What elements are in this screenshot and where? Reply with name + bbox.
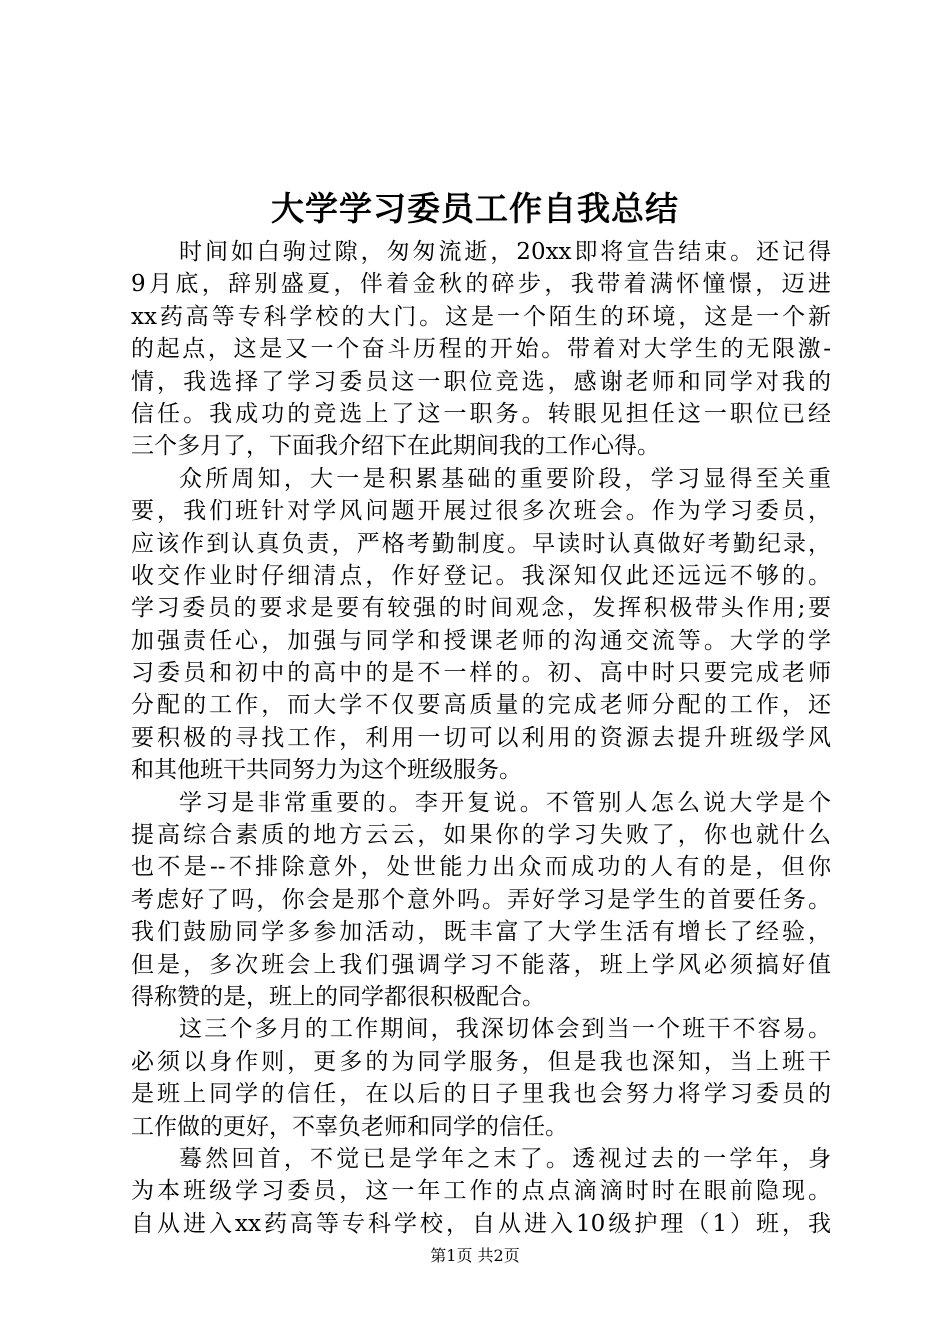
text-line: 收交作业时仔细清点，作好登记。我深知仅此还远远不够的。 xyxy=(131,562,831,589)
text-line: 工作做的更好，不辜负老师和同学的信任。 xyxy=(131,1113,568,1140)
text-line: 这三个多月的工作期间，我深切体会到当一个班干不容易。 xyxy=(179,1016,831,1043)
text-line: 加强责任心，加强与同学和授课老师的沟通交流等。大学的学 xyxy=(131,627,831,654)
text-line: 和其他班干共同努力为这个班级服务。 xyxy=(131,757,522,784)
text-line: 的起点，这是又一个奋斗历程的开始。带着对大学生的无限激- xyxy=(131,336,831,363)
text-line: 自从进入xx药高等专科学校，自从进入10级护理（1）班，我 xyxy=(131,1210,831,1237)
text-line: 学习是非常重要的。李开复说。不管别人怎么说大学是个 xyxy=(179,789,831,816)
page-footer: 第1页 共2页 xyxy=(430,1246,520,1265)
text-line: 情，我选择了学习委员这一职位竞选，感谢老师和同学对我的 xyxy=(131,368,831,395)
text-line: 考虑好了吗，你会是那个意外吗。弄好学习是学生的首要任务。 xyxy=(131,886,831,913)
text-line: 三个多月了，下面我介绍下在此期间我的工作心得。 xyxy=(131,433,660,460)
text-line: 提高综合素质的地方云云，如果你的学习失败了，你也就什么 xyxy=(131,822,831,849)
text-line: 学习委员的要求是要有较强的时间观念，发挥积极带头作用;要 xyxy=(131,595,831,622)
text-line: 得称赞的是，班上的同学都很积极配合。 xyxy=(131,983,545,1010)
text-line: 众所周知，大一是积累基础的重要阶段，学习显得至关重 xyxy=(179,465,831,492)
text-line: 要，我们班针对学风问题开展过很多次班会。作为学习委员， xyxy=(131,498,831,525)
body-text xyxy=(131,236,831,1240)
text-line: 是班上同学的信任，在以后的日子里我也会努力将学习委员的 xyxy=(131,1081,831,1108)
text-line: 也不是--不排除意外，处世能力出众而成功的人有的是，但你 xyxy=(131,854,831,881)
text-line: 时间如白驹过隙，匆匆流逝，20xx即将宣告结束。还记得 xyxy=(179,239,831,265)
text-line: 蓦然回首，不觉已是学年之末了。透视过去的一学年，身 xyxy=(179,1145,831,1172)
text-line: 应该作到认真负责，严格考勤制度。早读时认真做好考勤纪录， xyxy=(131,530,831,557)
text-line: 必须以身作则，更多的为同学服务，但是我也深知，当上班干 xyxy=(131,1048,831,1075)
text-line: xx药高等专科学校的大门。这是一个陌生的环境，这是一个新 xyxy=(131,303,831,330)
text-line: 为本班级学习委员，这一年工作的点点滴滴时时在眼前隐现。 xyxy=(131,1178,831,1205)
page-title: 大学学习委员工作自我总结 xyxy=(271,189,679,228)
text-line: 我们鼓励同学多参加活动，既丰富了大学生活有增长了经验， xyxy=(131,919,831,946)
text-line: 要积极的寻找工作，利用一切可以利用的资源去提升班级学风 xyxy=(131,724,831,751)
text-line: 习委员和初中的高中的是不一样的。初、高中时只要完成老师 xyxy=(131,660,831,687)
text-line: 但是，多次班会上我们强调学习不能落，班上学风必须搞好值 xyxy=(131,951,831,978)
text-line: 分配的工作，而大学不仅要高质量的完成老师分配的工作，还 xyxy=(131,692,831,719)
text-line: 9月底，辞别盛夏，伴着金秋的碎步，我带着满怀憧憬，迈进 xyxy=(131,271,831,298)
text-line: 信任。我成功的竞选上了这一职务。转眼见担任这一职位已经 xyxy=(131,400,831,427)
